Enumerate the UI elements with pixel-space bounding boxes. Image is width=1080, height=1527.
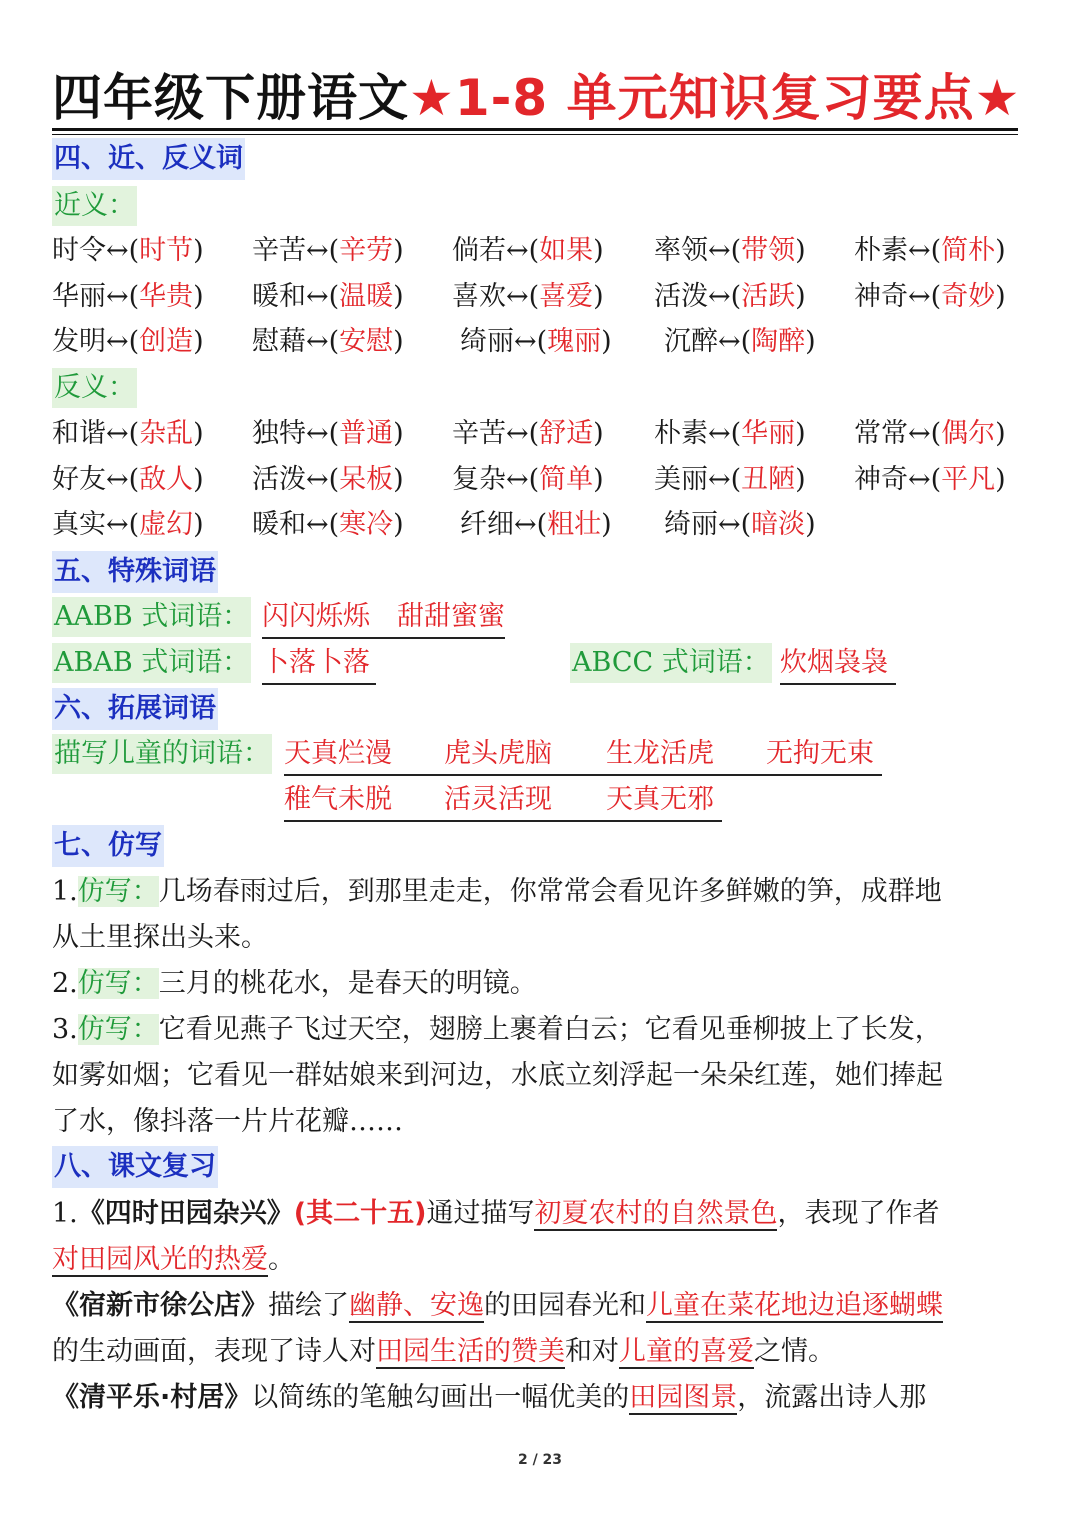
close-paren: ) — [795, 464, 806, 495]
answer-word: 平凡 — [941, 464, 996, 495]
answer-word: 舒适 — [539, 418, 594, 449]
answer-word: 寒冷 — [339, 509, 394, 540]
answer-word: 创造 — [139, 326, 194, 357]
word: 复杂↔( — [452, 464, 540, 495]
poem-title: 《宿新市徐公店》 — [52, 1290, 268, 1321]
antonym-pair — [854, 460, 1006, 500]
text: 以简练的笔触勾画出一幅优美的 — [251, 1382, 630, 1413]
title-rule-thin — [52, 134, 1018, 135]
antonym-pair — [654, 414, 806, 454]
close-paren: ) — [393, 281, 404, 312]
text: ，流露出诗人那 — [737, 1382, 927, 1413]
aabb-words: 闪闪烁烁 甜甜蜜蜜 — [262, 597, 505, 639]
abab-label: ABAB 式词语： — [52, 643, 251, 683]
word: 慰藉↔( — [252, 326, 340, 357]
antonym-pair — [664, 505, 816, 545]
imitation-text: 三月的桃花水，是春天的明镜。 — [158, 968, 537, 999]
page-title — [52, 62, 1022, 134]
answer-word: 粗壮 — [547, 509, 602, 540]
close-paren: ) — [193, 509, 204, 540]
answer-word: 杂乱 — [139, 418, 194, 449]
item-number: 2. — [52, 968, 78, 999]
word: 稚气未脱 — [284, 784, 392, 815]
key-phrase: 儿童的喜爱 — [619, 1336, 754, 1367]
synonym-pair — [252, 277, 404, 317]
close-paren: ) — [393, 326, 404, 357]
close-paren: ) — [995, 281, 1006, 312]
word: 朴素↔( — [654, 418, 742, 449]
children-words-row-1 — [284, 734, 882, 776]
title-rule — [52, 128, 1018, 131]
key-phrase: 幽静、安逸 — [349, 1290, 484, 1321]
answer-word: 丑陋 — [741, 464, 796, 495]
close-paren: ) — [995, 235, 1006, 266]
key-phrase: 田园图景 — [629, 1382, 738, 1413]
word: 华丽↔( — [52, 281, 140, 312]
section-heading-synonyms-antonyms: 四、近、反义词 — [52, 138, 245, 180]
close-paren: ) — [601, 509, 612, 540]
word: 绮丽↔( — [460, 326, 548, 357]
close-paren: ) — [393, 509, 404, 540]
item-number: 1. — [52, 1198, 78, 1229]
answer-word: 活跃 — [741, 281, 796, 312]
word: 发明↔( — [52, 326, 140, 357]
word: 时令↔( — [52, 235, 140, 266]
word: 辛苦↔( — [252, 235, 340, 266]
answer-word: 喜爱 — [539, 281, 594, 312]
answer-word: 华贵 — [139, 281, 194, 312]
text: 和对 — [565, 1336, 619, 1367]
word: 活泼↔( — [654, 281, 742, 312]
close-paren: ) — [795, 281, 806, 312]
poem-title: 《清平乐·村居》 — [52, 1382, 252, 1413]
close-paren: ) — [593, 235, 604, 266]
synonym-pair — [252, 322, 404, 362]
synonym-pair — [654, 231, 806, 271]
antonym-pair — [452, 414, 604, 454]
synonym-pair — [854, 277, 1006, 317]
answer-word: 时节 — [139, 235, 194, 266]
page-number: 2 / 23 — [517, 1452, 563, 1468]
answer-word: 暗淡 — [751, 509, 806, 540]
imitation-text: 几场春雨过后，到那里走走，你常常会看见许多鲜嫩的笋，成群地 — [158, 876, 942, 907]
answer-word: 华丽 — [741, 418, 796, 449]
answer-word: 如果 — [539, 235, 594, 266]
close-paren: ) — [393, 418, 404, 449]
close-paren: ) — [593, 418, 604, 449]
abcc-label: ABCC 式词语： — [570, 643, 772, 683]
synonym-pair — [654, 277, 806, 317]
antonym-pair — [460, 505, 612, 545]
word: 喜欢↔( — [452, 281, 540, 312]
key-phrase: 田园生活的赞美 — [376, 1336, 565, 1367]
word: 绮丽↔( — [664, 509, 752, 540]
answer-word: 虚幻 — [139, 509, 194, 540]
answer-word: 敌人 — [139, 464, 194, 495]
answer-word: 带领 — [741, 235, 796, 266]
imitation-1-line-2: 从土里探出头来。 — [52, 922, 268, 953]
text: ，表现了作者 — [777, 1198, 940, 1229]
antonym-pair — [854, 414, 1006, 454]
answer-word: 温暖 — [339, 281, 394, 312]
synonym-pair — [252, 231, 404, 271]
section-heading-extended-words: 六、拓展词语 — [52, 688, 218, 730]
close-paren: ) — [593, 464, 604, 495]
children-words-label: 描写儿童的词语： — [52, 734, 272, 774]
synonym-pair — [664, 322, 816, 362]
word: 率领↔( — [654, 235, 742, 266]
word: 天真无邪 — [606, 784, 714, 815]
imitation-label: 仿写： — [77, 1014, 159, 1045]
close-paren: ) — [193, 235, 204, 266]
close-paren: ) — [805, 509, 816, 540]
word: 好友↔( — [52, 464, 140, 495]
word: 独特↔( — [252, 418, 340, 449]
answer-word: 奇妙 — [941, 281, 996, 312]
antonym-pair — [252, 460, 404, 500]
close-paren: ) — [601, 326, 612, 357]
poem-title: 《四时田园杂兴》 — [77, 1198, 294, 1229]
antonym-pair — [252, 414, 404, 454]
word: 真实↔( — [52, 509, 140, 540]
synonym-label: 近义： — [52, 186, 137, 226]
section-heading-special-words: 五、特殊词语 — [52, 551, 218, 593]
synonym-pair — [854, 231, 1006, 271]
key-phrase: 对田园风光的热爱 — [52, 1244, 268, 1275]
imitation-label: 仿写： — [77, 968, 159, 999]
close-paren: ) — [393, 464, 404, 495]
section-heading-imitation-writing: 七、仿写 — [52, 825, 164, 867]
key-phrase: 初夏农村的自然景色 — [534, 1198, 778, 1229]
word: 活泼↔( — [252, 464, 340, 495]
answer-word: 偶尔 — [941, 418, 996, 449]
text: 。 — [268, 1244, 295, 1275]
review-1-line-1 — [52, 1192, 939, 1236]
imitation-3-line-2: 如雾如烟；它看见一群姑娘来到河边，水底立刻浮起一朵朵红莲，她们捧起 — [52, 1060, 943, 1091]
star-icon: ★ — [974, 69, 1021, 127]
title-highlight: 1-8 单元知识复习要点 — [454, 69, 975, 127]
close-paren: ) — [193, 464, 204, 495]
antonym-label: 反义： — [52, 368, 137, 408]
aabb-label: AABB 式词语： — [52, 597, 251, 637]
close-paren: ) — [593, 281, 604, 312]
review-2-line-1 — [52, 1284, 943, 1328]
antonym-pair — [52, 505, 204, 545]
poem-subtitle: (其二十五) — [293, 1198, 427, 1229]
answer-word: 简单 — [539, 464, 594, 495]
synonym-pair — [52, 231, 204, 271]
answer-word: 辛劳 — [339, 235, 394, 266]
synonym-pair — [52, 277, 204, 317]
item-number: 1. — [52, 876, 78, 907]
imitation-label: 仿写： — [77, 876, 159, 907]
close-paren: ) — [795, 418, 806, 449]
answer-word: 普通 — [339, 418, 394, 449]
answer-word: 瑰丽 — [547, 326, 602, 357]
word: 常常↔( — [854, 418, 942, 449]
review-2-line-2 — [52, 1330, 835, 1374]
children-words-row-2 — [284, 780, 722, 822]
imitation-1-line-1 — [52, 870, 942, 914]
antonym-pair — [252, 505, 404, 545]
word: 暖和↔( — [252, 281, 340, 312]
close-paren: ) — [995, 464, 1006, 495]
close-paren: ) — [193, 418, 204, 449]
word: 朴素↔( — [854, 235, 942, 266]
word: 沉醉↔( — [664, 326, 752, 357]
section-heading-text-review: 八、课文复习 — [52, 1146, 218, 1188]
word: 神奇↔( — [854, 281, 942, 312]
star-icon: ★ — [409, 69, 455, 127]
word: 虎头虎脑 — [444, 738, 552, 769]
word: 生龙活虎 — [606, 738, 714, 769]
word: 和谐↔( — [52, 418, 140, 449]
synonym-pair — [52, 322, 204, 362]
close-paren: ) — [393, 235, 404, 266]
close-paren: ) — [795, 235, 806, 266]
word: 辛苦↔( — [452, 418, 540, 449]
word: 天真烂漫 — [284, 738, 392, 769]
text: 的田园春光和 — [484, 1290, 646, 1321]
answer-word: 简朴 — [941, 235, 996, 266]
answer-word: 安慰 — [339, 326, 394, 357]
text: 的生动画面，表现了诗人对 — [52, 1336, 376, 1367]
close-paren: ) — [193, 326, 204, 357]
close-paren: ) — [805, 326, 816, 357]
close-paren: ) — [995, 418, 1006, 449]
antonym-pair — [452, 460, 604, 500]
item-number: 3. — [52, 1014, 78, 1045]
text: 描绘了 — [268, 1290, 349, 1321]
word: 倘若↔( — [452, 235, 540, 266]
antonym-pair — [52, 460, 204, 500]
text: 之情。 — [754, 1336, 835, 1367]
abcc-words: 炊烟袅袅 — [780, 643, 896, 685]
synonym-pair — [452, 277, 604, 317]
synonym-pair — [452, 231, 604, 271]
answer-word: 陶醉 — [751, 326, 806, 357]
imitation-2-line-1 — [52, 962, 537, 1006]
key-phrase: 儿童在菜花地边追逐蝴蝶 — [646, 1290, 943, 1321]
word: 纤细↔( — [460, 509, 548, 540]
word: 活灵活现 — [444, 784, 552, 815]
review-1-line-2 — [52, 1238, 295, 1282]
text: 通过描写 — [426, 1198, 535, 1229]
imitation-3-line-1 — [52, 1008, 942, 1052]
title-main: 四年级下册语文 — [52, 69, 409, 127]
imitation-3-line-3: 了水，像抖落一片片花瓣…… — [52, 1106, 403, 1137]
word: 无拘无束 — [766, 738, 874, 769]
word: 神奇↔( — [854, 464, 942, 495]
antonym-pair — [654, 460, 806, 500]
synonym-pair — [460, 322, 612, 362]
close-paren: ) — [193, 281, 204, 312]
imitation-text: 它看见燕子飞过天空，翅膀上裹着白云；它看见垂柳披上了长发， — [158, 1014, 942, 1045]
answer-word: 呆板 — [339, 464, 394, 495]
antonym-pair — [52, 414, 204, 454]
word: 暖和↔( — [252, 509, 340, 540]
abab-words: 卜落卜落 — [262, 643, 376, 685]
review-3-line-1 — [52, 1376, 926, 1420]
word: 美丽↔( — [654, 464, 742, 495]
